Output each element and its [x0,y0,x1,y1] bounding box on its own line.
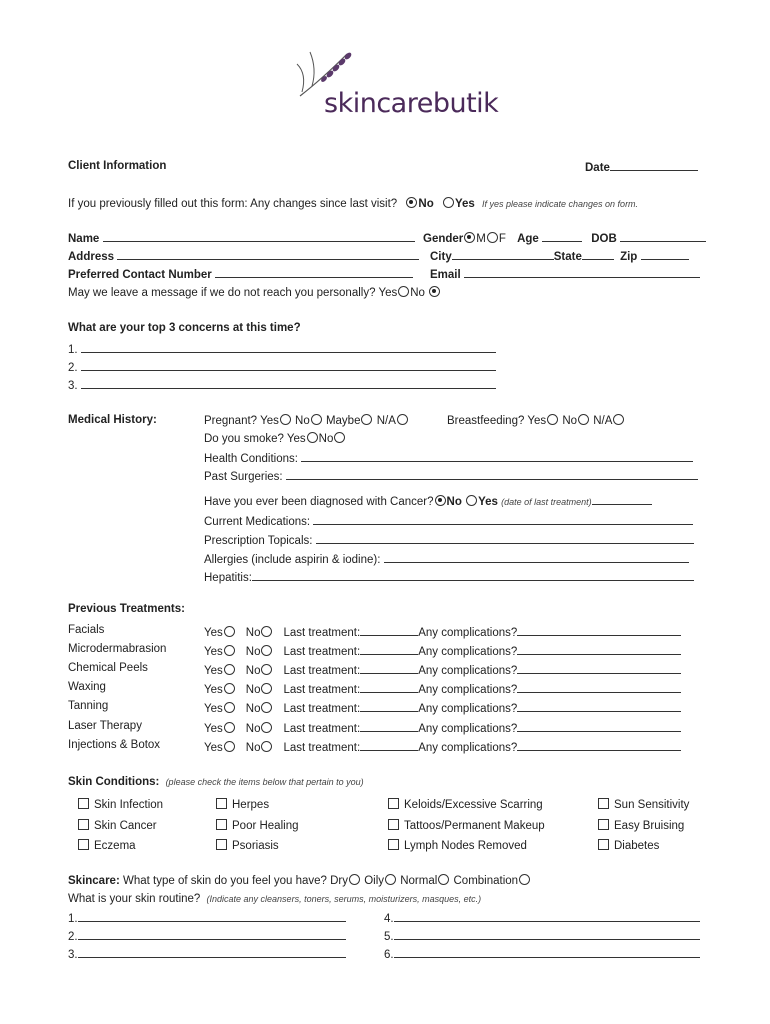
checkbox[interactable] [598,839,609,850]
topicals-field[interactable] [316,533,694,544]
complications-field[interactable] [517,625,681,636]
skin-condition-item[interactable]: Tattoos/Permanent Makeup [388,819,545,832]
skin-condition-item[interactable]: Psoriasis [216,839,279,852]
address-field[interactable] [117,249,419,260]
treatment-no-radio[interactable] [261,741,272,752]
skin-dry-radio[interactable] [349,874,360,885]
gender-m-radio[interactable] [464,232,475,243]
last-treatment-field[interactable] [360,701,418,712]
treatment-yes-radio[interactable] [224,741,235,752]
routine-item: 4. [384,911,700,925]
checkbox[interactable] [216,839,227,850]
allergies-row: Allergies (include aspirin & iodine): [204,552,689,566]
gender-f-radio[interactable] [487,232,498,243]
routine-row: What is your skin routine? (Indicate any cleansers, toners, serums, moisturizers, masques, etc.) [68,893,482,905]
pregnant-maybe-radio[interactable] [361,414,372,425]
age-field[interactable] [542,231,582,242]
checkbox[interactable] [78,839,89,850]
skin-condition-item[interactable]: Diabetes [598,839,659,852]
treatment-yes-radio[interactable] [224,626,235,637]
last-treatment-field[interactable] [360,740,418,751]
treatment-row: Yes No Last treatment: Any complications? [204,740,681,754]
cancer-no-radio[interactable] [435,495,446,506]
health-row: Health Conditions: [204,451,693,465]
pregnant-no-radio[interactable] [311,414,322,425]
complications-field[interactable] [517,740,681,751]
treatment-row: Yes No Last treatment: Any complications? [204,682,681,696]
routine-item: 6. [384,947,700,961]
complications-field[interactable] [517,682,681,693]
topicals-row: Prescription Topicals: [204,533,694,547]
breastfeeding-na-radio[interactable] [613,414,624,425]
skin-condition-item[interactable]: Herpes [216,798,269,811]
skin-condition-item[interactable]: Poor Healing [216,819,298,832]
logo-text: skincarebutik [324,88,499,119]
treatment-label: Chemical Peels [68,662,148,674]
routine-field[interactable] [394,947,700,958]
hepatitis-row: Hepatitis: [204,570,694,584]
smoke-no-radio[interactable] [334,432,345,443]
prev-yes-radio[interactable] [443,197,454,208]
treatment-yes-radio[interactable] [224,664,235,675]
checkbox[interactable] [388,798,399,809]
treatment-no-radio[interactable] [261,626,272,637]
complications-field[interactable] [517,663,681,674]
skincare-row: Skincare: What type of skin do you feel you have? Dry Oily Normal Combination [68,874,531,887]
prev-no-radio[interactable] [406,197,417,208]
routine-field[interactable] [78,929,346,940]
treatment-yes-radio[interactable] [224,683,235,694]
dob-field[interactable] [620,231,706,242]
treatment-yes-radio[interactable] [224,645,235,656]
complications-field[interactable] [517,701,681,712]
skin-normal-radio[interactable] [438,874,449,885]
hepatitis-field[interactable] [252,570,694,581]
medications-field[interactable] [313,514,693,525]
prev-form-note: If yes please indicate changes on form. [481,199,639,209]
treatment-row: Yes No Last treatment: Any complications? [204,663,681,677]
checkbox[interactable] [388,819,399,830]
skin-oily-radio[interactable] [385,874,396,885]
concerns-heading: What are your top 3 concerns at this time? [68,322,301,334]
checkbox[interactable] [78,798,89,809]
skin-condition-item[interactable]: Eczema [78,839,136,852]
message-no-radio[interactable] [429,286,440,297]
routine-item: 3. [68,947,346,961]
last-treatment-field[interactable] [360,682,418,693]
surgeries-row: Past Surgeries: [204,469,698,483]
skin-condition-item[interactable]: Lymph Nodes Removed [388,839,527,852]
treatment-label: Tanning [68,700,109,712]
smoke-row: Do you smoke? Yes No [204,432,346,445]
routine-item: 5. [384,929,700,943]
skin-condition-item[interactable]: Sun Sensitivity [598,798,689,811]
concern-2: 2. [68,360,496,374]
treatment-row: Yes No Last treatment: Any complications? [204,625,681,639]
zip-field[interactable] [641,249,689,260]
treatment-row: Yes No Last treatment: Any complications? [204,721,681,735]
checkbox[interactable] [216,819,227,830]
message-row: May we leave a message if we do not reach you personally? Yes No [68,286,441,299]
prev-form-row: If you previously filled out this form: Any changes since last visit? No Yes If yes please indicate changes on form. [68,198,639,210]
routine-item: 2. [68,929,346,943]
cancer-row: Have you ever been diagnosed with Cancer? No Yes (date of last treatment) [204,494,652,508]
concern-3-field[interactable] [81,378,496,389]
skin-condition-item[interactable]: Easy Bruising [598,819,684,832]
treatment-yes-radio[interactable] [224,702,235,713]
client-info-heading: Client Information [68,160,167,172]
complications-field[interactable] [517,644,681,655]
last-treatment-field[interactable] [360,644,418,655]
contact-row: Preferred Contact Number [68,267,413,281]
treatment-label: Injections & Botox [68,739,161,751]
treatment-no-radio[interactable] [261,645,272,656]
skin-condition-item[interactable]: Keloids/Excessive Scarring [388,798,543,811]
routine-item: 1. [68,911,346,925]
cancer-date-field[interactable] [592,494,652,505]
treatment-row: Yes No Last treatment: Any complications? [204,701,681,715]
breastfeeding-no-radio[interactable] [578,414,589,425]
date-field[interactable] [610,160,698,171]
gender-row: Gender M F Age DOB [423,231,706,245]
checkbox[interactable] [216,798,227,809]
skin-condition-item[interactable]: Skin Infection [78,798,163,811]
allergies-field[interactable] [384,552,689,563]
concern-3: 3. [68,378,496,392]
skin-condition-item[interactable]: Skin Cancer [78,819,157,832]
last-treatment-field[interactable] [360,663,418,674]
treatment-no-radio[interactable] [261,702,272,713]
treatment-yes-radio[interactable] [224,722,235,733]
name-field[interactable] [103,231,415,242]
last-treatment-field[interactable] [360,721,418,732]
breastfeeding-yes-radio[interactable] [547,414,558,425]
city-row: City State Zip [430,249,689,263]
treatments-heading: Previous Treatments: [68,603,185,615]
treatment-label: Laser Therapy [68,720,142,732]
contact-field[interactable] [215,267,413,278]
cancer-yes-radio[interactable] [466,495,477,506]
city-field[interactable] [452,249,554,260]
medications-row: Current Medications: [204,514,693,528]
skin-conditions-header: Skin Conditions: (please check the items below that pertain to you) [68,776,364,788]
routine-field[interactable] [78,947,346,958]
health-field[interactable] [301,451,693,462]
last-treatment-field[interactable] [360,625,418,636]
treatment-no-radio[interactable] [261,683,272,694]
skin-combination-radio[interactable] [519,874,530,885]
pregnant-yes-radio[interactable] [280,414,291,425]
concern-1-field[interactable] [81,342,496,353]
surgeries-field[interactable] [286,469,698,480]
checkbox[interactable] [598,798,609,809]
treatment-row: Yes No Last treatment: Any complications? [204,644,681,658]
breastfeeding-row: Breastfeeding? Yes No N/A [447,414,625,427]
routine-field[interactable] [394,911,700,922]
pregnant-row: Pregnant? Yes No Maybe N/A [204,414,409,427]
concern-2-field[interactable] [81,360,496,371]
email-field[interactable] [464,267,700,278]
treatment-label: Facials [68,624,105,636]
date-label: Date [585,160,698,174]
email-row: Email [430,267,700,281]
address-row: Address [68,249,419,263]
checkbox[interactable] [388,839,399,850]
treatment-no-radio[interactable] [261,664,272,675]
medical-heading: Medical History: [68,414,157,426]
smoke-yes-radio[interactable] [307,432,318,443]
complications-field[interactable] [517,721,681,732]
routine-field[interactable] [394,929,700,940]
concern-1: 1. [68,342,496,356]
message-yes-radio[interactable] [398,286,409,297]
checkbox[interactable] [78,819,89,830]
routine-field[interactable] [78,911,346,922]
name-row: Name [68,231,415,245]
treatment-no-radio[interactable] [261,722,272,733]
treatment-label: Microdermabrasion [68,643,167,655]
prev-form-question: If you previously filled out this form: Any changes since last visit? [68,198,398,210]
checkbox[interactable] [598,819,609,830]
treatment-label: Waxing [68,681,106,693]
state-field[interactable] [582,249,614,260]
pregnant-na-radio[interactable] [397,414,408,425]
